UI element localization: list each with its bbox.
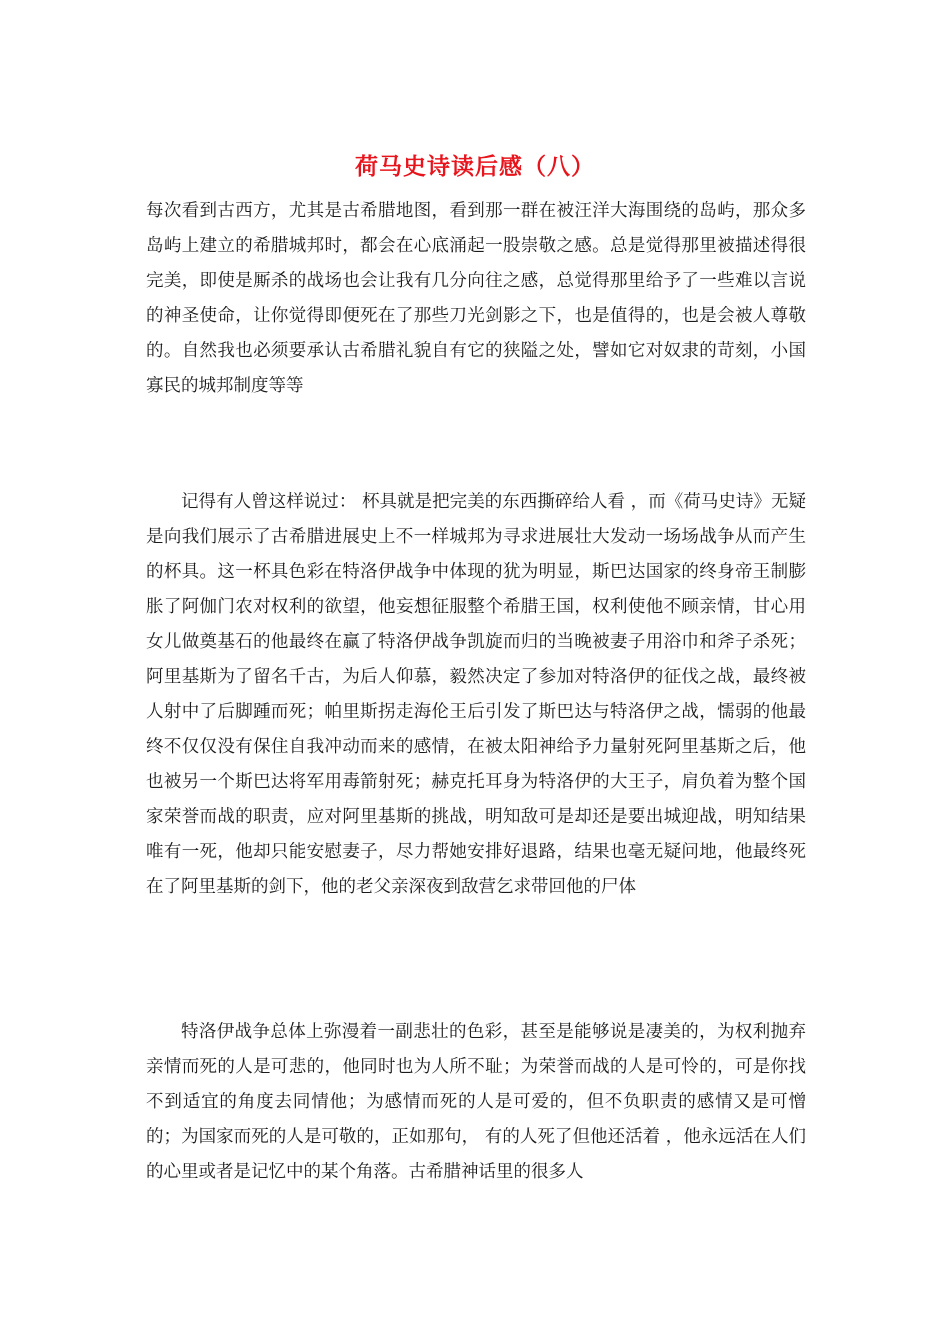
- document-title: 荷马史诗读后感（八）: [355, 153, 595, 180]
- paragraph-1: 每次看到古西方，尤其是古希腊地图，看到那一群在被汪洋大海围绕的岛屿，那众多岛屿上建立的希腊城邦时，都会在心底涌起一股崇敬之感。总是觉得那里被描述得很完美，即使是厮杀的战场也会让我有几分向往之感，总觉得那里给予了一些难以言说的神圣使命，让你觉得即便死在了那些刀光剑影之下，也是值得的，也是会被人尊敬的。自然我也必须要承认古希腊礼貌自有它的狭隘之处，譬如它对奴隶的苛刻，小国寡民的城邦制度等等: [146, 201, 806, 396]
- paragraph-2: 记得有人曾这样说过： 杯具就是把完美的东西撕碎给人看 ，而《荷马史诗》无疑是向我们展示了古希腊进展史上不一样城邦为寻求进展壮大发动一场场战争从而产生的杯具。这一杯具色彩在特洛伊战争中体现的犹为明显，斯巴达国家的终身帝王制膨胀了阿伽门农对权利的欲望，他妄想征服整个希腊王国，权利使他不顾亲情，甘心用女儿做奠基石的他最终在赢了特洛伊战争凯旋而归的当晚被妻子用浴巾和斧子杀死；阿里基斯为了留名千古，为后人仰慕，毅然决定了参加对特洛伊的征伐之战，最终被人射中了后脚踵而死；帕里斯拐走海伦王后引发了斯巴达与特洛伊之战，懦弱的他最终不仅仅没有保住自我冲动而来的感情，在被太阳神给予力量射死阿里基斯之后，他也被另一个斯巴达将军用毒箭射死；赫克托耳身为特洛伊的大王子，肩负着为整个国家荣誉而战的职责，应对阿里基斯的挑战，明知敌可是却还是要出城迎战，明知结果唯有一死，他却只能安慰妻子，尽力帮她安排好退路，结果也毫无疑问地，他最终死在了阿里基斯的剑下，他的老父亲深夜到敌营乞求带回他的尸体: [146, 492, 806, 897]
- paragraph-3: 特洛伊战争总体上弥漫着一副悲壮的色彩，甚至是能够说是凄美的，为权利抛弃亲情而死的人是可悲的，他同时也为人所不耻；为荣誉而战的人是可怜的，可是你找不到适宜的角度去同情他；为感情而死的人是可爱的，但不负职责的感情又是可憎的；为国家而死的人是可敬的，正如那句， 有的人死了但他还活着 ，他永远活在人们的心里或者是记忆中的某个角落。古希腊神话里的很多人: [146, 1022, 806, 1182]
